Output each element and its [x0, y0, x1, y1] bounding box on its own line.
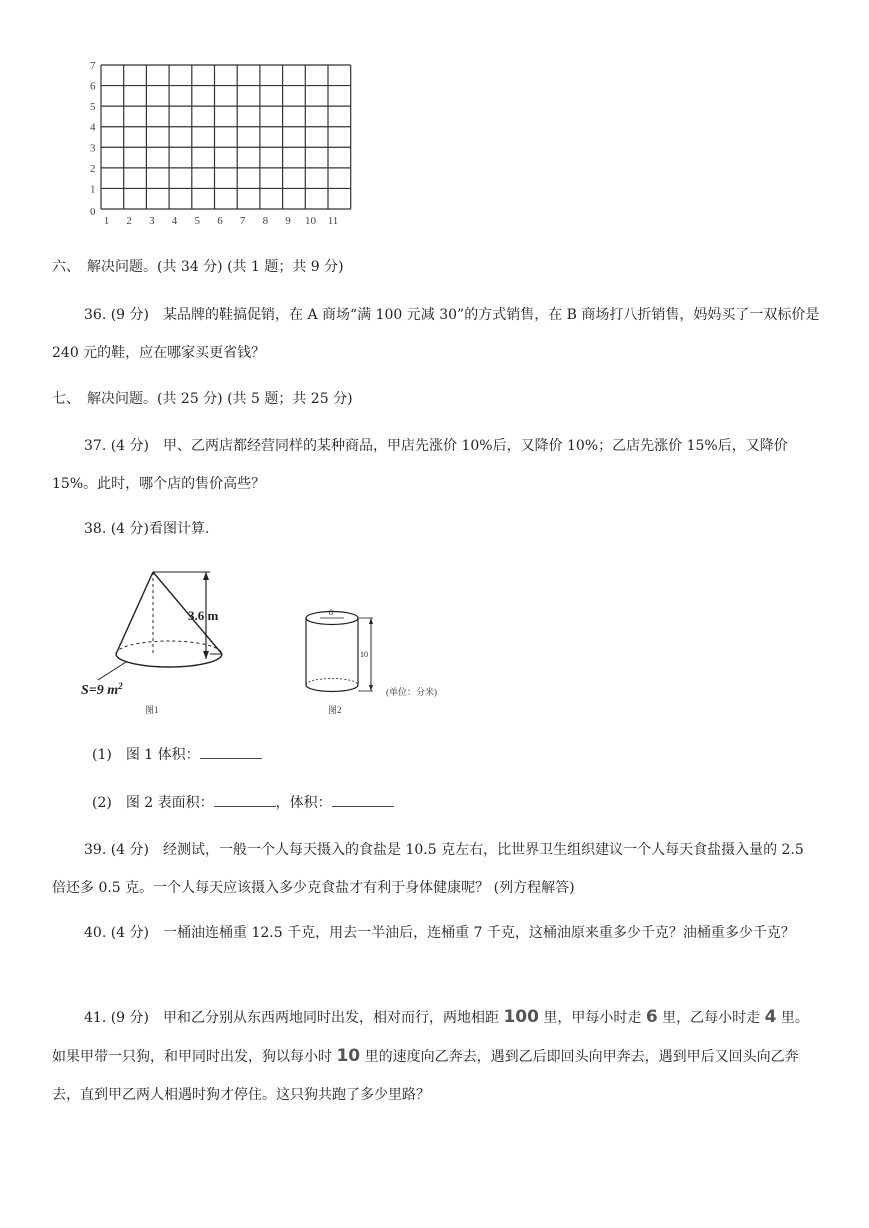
- question-number: 39.: [84, 842, 107, 858]
- dog-speed-value: 10: [336, 1046, 361, 1066]
- x-tick-label: 11: [327, 215, 339, 227]
- figure-2-caption: 图2: [328, 705, 342, 715]
- question-text: 里的速度向乙奔去，遇到乙后即回头向甲奔去，遇到甲后又回头向乙奔去，直到甲乙两人相遇时狗才停住。这只狗共跑了多少里路？: [52, 1049, 799, 1103]
- cone-height-label: 3.6 m: [188, 608, 219, 623]
- x-tick-label: 8: [262, 215, 269, 227]
- x-tick-label: 6: [217, 215, 223, 227]
- question-38-sub-2: [92, 792, 394, 812]
- y-tick-label: 1: [90, 183, 96, 196]
- answer-blank[interactable]: [200, 746, 262, 759]
- question-text: 某品牌的鞋搞促销，在 A 商场“满 100 元减 30”的方式销售，在 B 商场打八折销售，妈妈买了一双标价是 240 元的鞋，应在哪家买更省钱？: [52, 307, 820, 361]
- question-37: [52, 427, 822, 503]
- question-text: 里，甲每小时走: [538, 1010, 646, 1026]
- cylinder-figure: [298, 605, 473, 717]
- coordinate-grid: [80, 55, 380, 235]
- cone-area-label: S=9 $m^2$: [81, 681, 123, 698]
- question-points: (4 分): [110, 842, 149, 858]
- y-tick-label: 5: [90, 101, 96, 114]
- question-38: [52, 510, 822, 548]
- x-tick-label: 2: [126, 215, 132, 227]
- figure-1-caption: 图1: [145, 705, 159, 715]
- question-number: 41.: [84, 1010, 107, 1026]
- speed-b-value: 4: [764, 1007, 777, 1027]
- question-38-sub-1: [92, 744, 262, 764]
- question-text: 里，乙每小时走: [657, 1010, 765, 1026]
- question-41: [52, 998, 822, 1114]
- y-tick-label: 7: [90, 60, 96, 72]
- x-tick-label: 4: [171, 215, 178, 227]
- answer-blank[interactable]: [332, 794, 394, 807]
- question-points: (9 分): [110, 307, 149, 323]
- x-tick-label: 9: [285, 215, 291, 227]
- y-tick-label: 6: [90, 80, 96, 93]
- y-tick-label: 0: [90, 206, 96, 218]
- question-text: 里。如果甲带一只狗，和甲同时出发，狗以每小时: [52, 1010, 809, 1065]
- question-number: 38.: [84, 521, 107, 537]
- y-tick-label: 3: [90, 142, 96, 155]
- cylinder-height-label: 10: [360, 650, 368, 659]
- section-7-title: 七、 解决问题。(共 25 分) (共 5 题；共 25 分): [52, 391, 353, 407]
- question-points: (9 分): [110, 1010, 149, 1026]
- question-text: 甲和乙分别从东西两地同时出发，相对而行，两地相距: [149, 1010, 504, 1026]
- cone-figure: [78, 562, 248, 717]
- answer-blank[interactable]: [214, 794, 276, 807]
- sub-question-text: (2) 图 2 表面积：: [92, 795, 214, 811]
- distance-value: 100: [503, 1007, 539, 1027]
- question-40: [52, 914, 822, 952]
- cylinder-top-label: 8: [329, 608, 333, 617]
- question-text: 经测试，一般一个人每天摄入的食盐是 10.5 克左右，比世界卫生组织建议一个人每天食盐摄入量的 2.5 倍还多 0.5 克。一个人每天应该摄入多少克食盐才有利于身体健康呢？ (列方程解答): [52, 842, 804, 896]
- question-text: 一桶油连桶重 12.5 千克，用去一半油后，连桶重 7 千克，这桶油原来重多少千克？油桶重多少千克？: [149, 925, 795, 941]
- question-text: 看图计算.: [149, 521, 210, 537]
- question-points: (4 分): [110, 925, 149, 941]
- y-tick-label: 2: [90, 162, 96, 175]
- y-tick-label: 4: [90, 121, 96, 134]
- unit-note: (单位：分米): [386, 687, 437, 697]
- question-text: 甲、乙两店都经营同样的某种商品，甲店先涨价 10%后，又降价 10%；乙店先涨价 15%后，又降价 15%。此时，哪个店的售价高些？: [52, 438, 788, 492]
- question-36: [52, 296, 822, 372]
- question-39: [52, 831, 822, 907]
- question-number: 40.: [84, 925, 107, 941]
- sub-question-text: (1) 图 1 体积：: [92, 747, 200, 763]
- x-tick-label: 7: [239, 215, 246, 227]
- speed-a-value: 6: [645, 1007, 658, 1027]
- x-tick-label: 1: [103, 215, 110, 227]
- x-tick-label: 10: [305, 215, 316, 227]
- x-tick-label: 5: [194, 215, 200, 227]
- x-tick-label: 3: [149, 215, 155, 227]
- question-points: (4 分): [110, 521, 149, 537]
- question-number: 36.: [84, 307, 107, 323]
- section-6-title: 六、 解决问题。(共 34 分) (共 1 题；共 9 分): [52, 259, 344, 275]
- question-number: 37.: [84, 438, 107, 454]
- question-points: (4 分): [110, 438, 149, 454]
- sub-question-text: ，体积：: [275, 795, 332, 811]
